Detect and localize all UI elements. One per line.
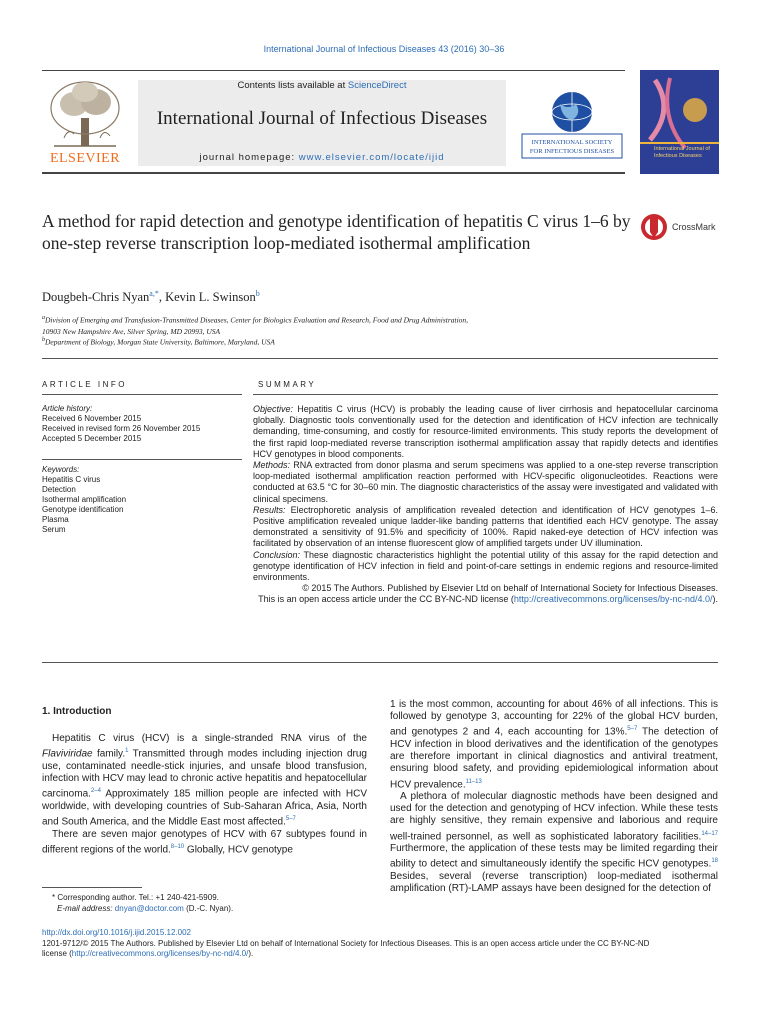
journal-reference[interactable]: International Journal of Infectious Diseases 43 (2016) 30–36 [263, 44, 505, 54]
email-suffix: (D.-C. Nyan). [183, 903, 234, 913]
keyword-item: Hepatitis C virus [42, 475, 101, 484]
summary-divider [253, 394, 718, 395]
author-swinson: Kevin L. Swinson [165, 290, 256, 305]
footnote-star: * [52, 893, 56, 902]
authors-line [42, 289, 260, 305]
accepted-date: Accepted 5 December 2015 [42, 434, 142, 443]
divider-below-summary [42, 662, 718, 663]
affil-b-text: Department of Biology, Morgan State University, Baltimore, Maryland, USA [45, 337, 275, 347]
intro-p1-text: family. [92, 748, 126, 760]
author-nyan: Dougbeh-Chris Nyan [42, 290, 150, 305]
objective-text: Hepatitis C virus (HCV) is probably the leading cause of liver cirrhosis and hepatocellular carcinoma globally. Diagnostic tools conventionally used for the detection and identification of HCV infection are technically demanding, time-consuming, and costly for resource-limited environments. This study reports the development of the first rapid loop-mediated reverse transcription isothermal amplification assay that rapidly detects and identifies HCV genotypes in blood components. [253, 404, 718, 459]
summary-copyright [253, 583, 718, 605]
info-divider-2 [42, 459, 242, 460]
society-logo [520, 90, 624, 160]
journal-homepage [138, 152, 506, 163]
keywords-label: Keywords: [42, 465, 80, 474]
footer-license-text: 1201-9712/© 2015 The Authors. Published by Elsevier Ltd on behalf of International Society for Infectious Diseases. This is an open access article under the CC BY-NC-ND [42, 938, 650, 948]
citation-link[interactable]: 18 [711, 858, 718, 865]
doi-link[interactable]: http://dx.doi.org/10.1016/j.ijid.2015.12.002 [42, 928, 191, 937]
crossmark-badge[interactable] [640, 212, 720, 244]
society-line1: INTERNATIONAL SOCIETY [531, 139, 613, 146]
license-prefix: This is an open access article under the CC BY-NC-ND license ( [258, 594, 514, 605]
objective-label: Objective: [253, 404, 294, 414]
intro-paragraph-3 [390, 699, 718, 791]
intro-r1-text: The detection of HCV infection in blood derivatives and the identification of the genotypes are therefore important in clinical diagnostics and antiviral treatment, ensuring blood safety, and providing epidemiological information about HCV prevalence. [390, 726, 719, 790]
copyright-text: © 2015 The Authors. Published by Elsevier Ltd on behalf of International Society for Infectious Diseases. [302, 583, 718, 594]
crossmark-icon [640, 212, 668, 242]
intro-r2-text: Furthermore, the application of these tests may be limited regarding their ability to detect and simultaneously identify the specific HCV genotypes. [390, 843, 718, 870]
contents-line [138, 80, 506, 91]
intro-p1-text: Approximately 185 million people are infected with HCV worldwide, with developing countries of Sub-Saharan Africa, Asia, North and South America, and the Middle East most affected. [42, 788, 367, 828]
affiliation-a [42, 313, 602, 337]
journal-title: International Journal of Infectious Diseases [156, 108, 488, 129]
header-bottom-rule [42, 172, 625, 174]
elsevier-wordmark: ELSEVIER [49, 151, 121, 166]
footer-license-link[interactable]: http://creativecommons.org/licenses/by-nc-nd/4.0/ [71, 949, 249, 958]
citation-link[interactable]: 5–7 [285, 816, 296, 823]
intro-p2-text: Globally, HCV genotype [184, 844, 293, 856]
citation-link[interactable]: 2–4 [90, 788, 101, 795]
summary-methods [253, 460, 718, 505]
corresponding-footnote [52, 893, 352, 914]
info-divider-1 [42, 394, 242, 395]
footnote-corresponding: Corresponding author. Tel.: +1 240-421-5909. [55, 893, 219, 902]
divider-above-info [42, 358, 718, 359]
homepage-prefix: journal homepage: [199, 152, 299, 163]
intro-r2-text: A plethora of molecular diagnostic methods have been designed and used for the detection and genotyping of HCV infection. While these tests are highly sensitive, they remain expensive and laborious and require well-trained personnel, as well as sophisticated laboratory facilities. [390, 791, 718, 843]
intro-r1-text: 1 is the most common, accounting for about 46% of all infections. This is followed by genotype 3, accounting for 22% of the global HCV burden, and genotypes 2 and 4, each accounting for 13%. [390, 699, 718, 738]
intro-left-column [42, 706, 367, 856]
affil-a-address: 10903 New Hampshire Ave, Silver Spring, MD 20993, USA [42, 326, 221, 336]
keywords-block [42, 465, 242, 535]
keyword-item: Detection [42, 485, 76, 494]
conclusion-text: These diagnostic characteristics highlight the potential utility of this assay for the rapid detection and genotype identification of HCV infection in field and point-of-care settings in endemic regions and resource-limited environments. [253, 549, 718, 583]
intro-p2-text: There are seven major genotypes of HCV with 67 subtypes found in different regions of the world. [42, 828, 367, 856]
crossmark-label: CrossMark [672, 222, 716, 232]
summary-heading: SUMMARY [258, 380, 317, 389]
intro-paragraph-2 [42, 829, 367, 857]
citation-link[interactable]: 5–7 [627, 726, 638, 733]
citation-link[interactable]: 1 [125, 748, 129, 755]
author-nyan-affil[interactable]: a,* [149, 289, 159, 298]
keyword-item: Serum [42, 525, 66, 534]
author-swinson-affil[interactable]: b [255, 289, 260, 298]
email-link[interactable]: dnyan@doctor.com [114, 903, 184, 913]
license-suffix: ). [712, 594, 718, 605]
cover-title: International Journal of Infectious Diseases [654, 146, 710, 159]
keyword-item: Isothermal amplification [42, 495, 127, 504]
elsevier-tree-logo [44, 78, 126, 150]
summary-objective [253, 404, 718, 460]
footnote-rule [42, 887, 142, 888]
section-heading-introduction: 1. Introduction [42, 706, 112, 717]
footer-license-prefix: license ( [42, 949, 72, 958]
summary-conclusion [253, 550, 718, 584]
keyword-item: Plasma [42, 515, 69, 524]
results-label: Results: [253, 504, 286, 515]
intro-p1-text: Hepatitis C virus (HCV) is a single-stranded RNA virus of the [52, 733, 367, 745]
affiliation-b [42, 335, 602, 348]
summary-results [253, 505, 718, 550]
intro-p1-italic: Flaviviridae [42, 748, 93, 760]
conclusion-label: Conclusion: [253, 549, 301, 560]
sciencedirect-link[interactable]: ScienceDirect [347, 80, 407, 91]
society-line2: FOR INFECTIOUS DISEASES [529, 148, 615, 155]
intro-p1-text: Transmitted through modes including injection drug use, contaminated needle-stick injuries, and unsafe blood transfusion, infection with HCV may lead to chronic active hepatitis and hepatocellular carcinoma. [42, 748, 367, 800]
license-link[interactable]: http://creativecommons.org/licenses/by-nc-nd/4.0/ [513, 594, 713, 605]
citation-link[interactable]: 14–17 [701, 830, 718, 837]
affil-a-text: Division of Emerging and Transfusion-Transmitted Diseases, Center for Biologics Evaluation and Research, Food and Drug Administration, [45, 315, 469, 325]
homepage-link[interactable]: www.elsevier.com/locate/ijid [298, 152, 445, 163]
intro-right-column [390, 699, 718, 895]
journal-cover-image[interactable] [640, 70, 719, 174]
article-title: A method for rapid detection and genotype identification of hepatitis C virus 1–6 by one-step reverse transcription loop-mediated isothermal amplification [42, 211, 631, 253]
article-info-heading: ARTICLE INFO [42, 380, 127, 389]
page-footer [42, 928, 718, 960]
keyword-item: Genotype identification [42, 505, 124, 514]
citation-link[interactable]: 11–13 [465, 778, 482, 785]
footer-license-suffix: ). [248, 949, 254, 958]
revised-date: Received in revised form 26 November 2015 [42, 424, 201, 433]
methods-text: RNA extracted from donor plasma and serum specimens was applied to a one-step reverse transcription loop-mediated isothermal amplification reaction performed with HCV-specific oligonucleotides. Reactions were conducted at 63.5 °C for 30–60 min. The diagnostic characteristics of the assay were investigated and validated with clinical specimens. [253, 460, 718, 504]
received-date: Received 6 November 2015 [42, 414, 142, 423]
header-top-rule [42, 70, 625, 71]
results-text: Electrophoretic analysis of amplification revealed detection and identification of HCV genotypes 1–6. Positive amplification revealed unique ladder-like banding patterns that identified each HCV genotype. The assay demonstrated a sensitivity of 91.5% and specificity of 100%. Rapid naked-eye detection of HCV infection was facilitated by observation of an intense fluorescent glow of amplified targets under UV illumination. [253, 504, 718, 549]
affil-a-marker: a [42, 315, 45, 321]
summary-abstract [253, 404, 718, 606]
intro-paragraph-4 [390, 791, 718, 895]
email-label: E-mail address: [57, 903, 115, 913]
history-label: Article history: [42, 404, 93, 413]
intro-paragraph-1 [42, 733, 367, 828]
intro-r2-text: Besides, several (reverse transcription) loop-mediated isothermal amplification (RT)-LAMP assays have been designed for the detection of [390, 870, 718, 895]
article-history [42, 404, 242, 444]
contents-prefix: Contents lists available at [237, 80, 348, 91]
citation-link[interactable]: 8–10 [170, 843, 185, 850]
methods-label: Methods: [253, 460, 291, 471]
affil-b-marker: b [42, 337, 45, 343]
author-separator: , [158, 290, 166, 305]
